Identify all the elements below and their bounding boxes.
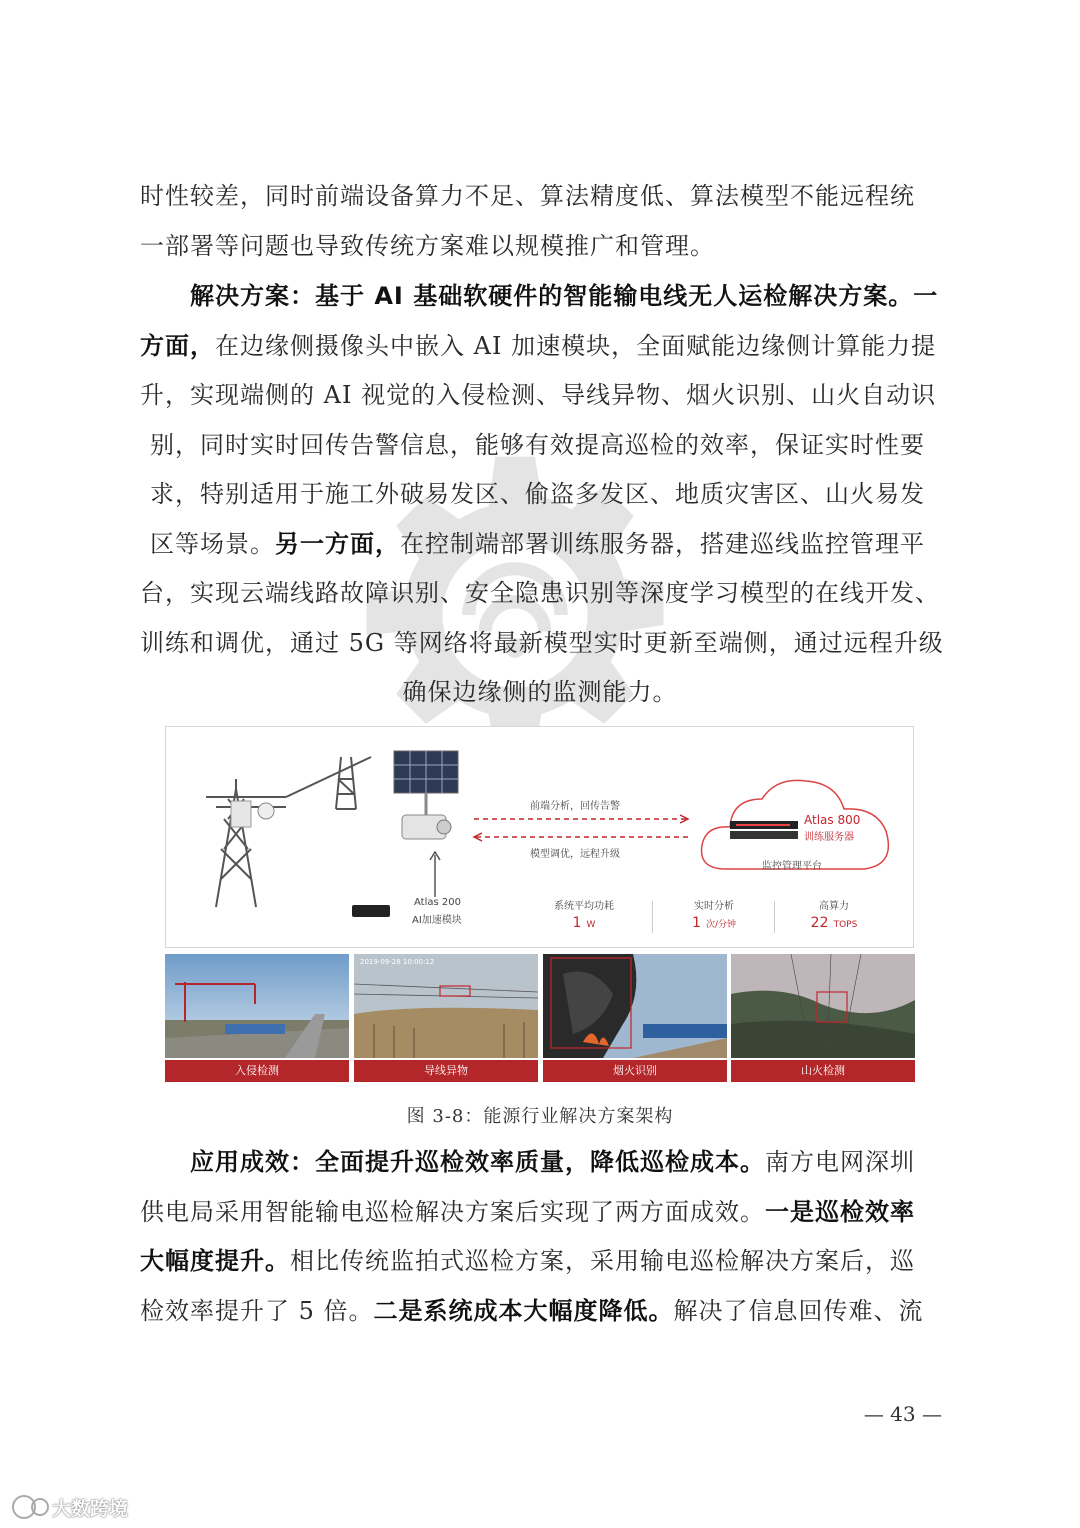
metric-compute — [784, 897, 884, 931]
text-line: 训练和调优，通过 5G 等网络将最新模型实时更新至端侧，通过远程升级 — [140, 628, 944, 657]
text-line — [140, 520, 940, 570]
photo-intrusion — [165, 954, 349, 1058]
module-sub: AI加速模块 — [412, 915, 462, 926]
metric-value-wrap — [664, 912, 764, 931]
text-line: 别，同时实时回传告警信息，能够有效提高巡检的效率，保证实时性要 — [150, 430, 925, 459]
arrow-top-label: 前端分析，回传告警 — [530, 801, 620, 812]
results-heading: 应用成效：全面提升巡检效率质量，降低巡检成本。 — [190, 1148, 765, 1176]
architecture-diagram — [165, 726, 914, 948]
text-line — [140, 1287, 940, 1337]
solar-camera-icon — [386, 749, 466, 849]
divider — [652, 901, 653, 933]
text-line: 台，实现云端线路故障识别、安全隐患识别等深度学习模型的在线开发、 — [140, 579, 940, 607]
text-span: 解决了信息回传难、流 — [673, 1296, 924, 1325]
photo-foreign-object — [354, 954, 538, 1058]
server-name: Atlas 800 — [804, 813, 861, 827]
metrics-row — [534, 897, 874, 937]
text-span: 在边缘侧摄像头中嵌入 AI 加速模块，全面赋能边缘侧计算能力提 — [215, 331, 937, 360]
module-name: Atlas 200 — [414, 897, 461, 908]
bold-phrase: 方面， — [140, 331, 215, 360]
photo-label-intrusion: 入侵检测 — [165, 1060, 349, 1082]
text-line: 一部署等问题也导致传统方案难以规模推广和管理。 — [140, 231, 715, 260]
metric-value: 22 — [810, 915, 829, 931]
text-line — [140, 322, 940, 372]
photo-label-wildfire: 山火检测 — [731, 1060, 915, 1082]
architecture-figure — [165, 726, 914, 1086]
text-line — [140, 1188, 940, 1238]
text-line: 时性较差，同时前端设备算力不足、算法精度低、算法模型不能远程统 — [140, 182, 915, 210]
solution-heading: 解决方案：基于 AI 基础软硬件的智能输电线无人运检解决方案。一 — [190, 282, 939, 310]
text-line: 确保边缘侧的监测能力。 — [402, 678, 678, 706]
text-line — [140, 272, 940, 322]
text-span: 检效率提升了 5 倍。 — [140, 1296, 374, 1325]
bold-phrase: 二是系统成本大幅度降低。 — [373, 1296, 674, 1325]
bold-phrase: 一是巡检效率 — [765, 1197, 915, 1226]
photo-timestamp: 2019-09-28 10:00:12 — [360, 958, 435, 966]
photo-wildfire — [731, 954, 915, 1058]
metric-realtime — [664, 897, 764, 931]
text-line: 求，特别适用于施工外破易发区、偷盗多发区、地质灾害区、山火易发 — [150, 480, 925, 508]
platform-label: 监控管理平台 — [762, 861, 822, 872]
text-line — [140, 1237, 940, 1287]
photo-smoke-fire — [543, 954, 727, 1058]
figure-caption: 图 3-8：能源行业解决方案架构 — [406, 1106, 674, 1127]
ai-module-icon — [352, 903, 392, 919]
server-sub: 训练服务器 — [804, 832, 854, 843]
metric-power — [534, 897, 634, 931]
photo-label-foreign-object: 导线异物 — [354, 1060, 538, 1082]
paragraph-intro — [140, 172, 940, 271]
photo-strip — [165, 954, 914, 1084]
divider — [774, 901, 775, 933]
metric-unit: W — [586, 920, 596, 930]
bold-phrase: 大幅度提升。 — [140, 1247, 290, 1275]
arrow-up-icon — [428, 851, 442, 897]
metric-value-wrap — [534, 912, 634, 931]
text-span: 供电局采用智能输电巡检解决方案后实现了两方面成效。 — [140, 1197, 765, 1226]
metric-label: 系统平均功耗 — [554, 901, 614, 912]
metric-label: 实时分析 — [694, 901, 734, 912]
text-line — [140, 1138, 940, 1188]
transmission-tower-icon — [196, 749, 376, 909]
text-span: 南方电网深圳 — [765, 1148, 915, 1176]
metric-unit: 次/分钟 — [705, 920, 737, 930]
metric-value: 1 — [691, 915, 701, 931]
metric-unit: TOPS — [833, 920, 858, 930]
page-number: — 43 — — [863, 1402, 942, 1426]
metric-label: 高算力 — [819, 901, 849, 912]
paragraph-solution — [140, 272, 944, 718]
paragraph-results — [140, 1138, 940, 1336]
text-span: 在控制端部署训练服务器，搭建巡线监控管理平 — [400, 529, 925, 558]
dashed-arrows — [470, 813, 692, 843]
corner-brand: 大数跨境 — [52, 1498, 129, 1520]
metric-value-wrap — [784, 912, 884, 931]
text-span: 区等场景。 — [150, 529, 275, 558]
metric-value: 1 — [572, 915, 582, 931]
text-line: 升，实现端侧的 AI 视觉的入侵检测、导线异物、烟火识别、山火自动识 — [140, 381, 937, 409]
photo-label-smoke-fire: 烟火识别 — [543, 1060, 727, 1082]
text-span: 相比传统监拍式巡检方案，采用输电巡检解决方案后，巡 — [290, 1247, 915, 1275]
arrow-bottom-label: 模型调优，远程升级 — [530, 849, 620, 860]
bold-phrase: 另一方面， — [275, 529, 400, 558]
